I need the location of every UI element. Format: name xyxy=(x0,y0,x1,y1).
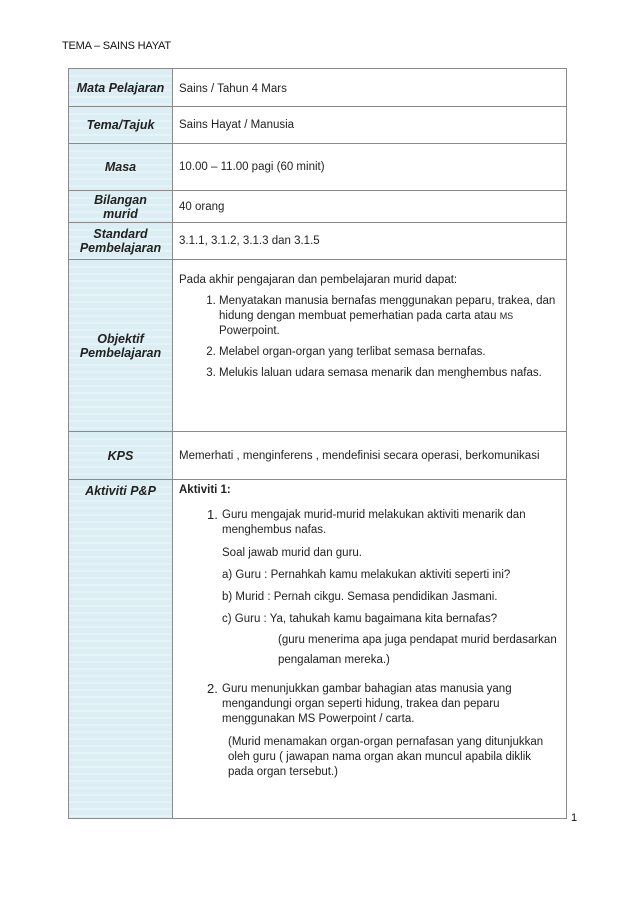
value-mata-pelajaran xyxy=(173,69,567,107)
label-bilangan xyxy=(69,191,173,223)
teacher-note-line: pengalaman mereka.) xyxy=(278,654,390,666)
label-standard xyxy=(69,223,173,260)
row-bilangan xyxy=(69,191,567,223)
step-number: 1. xyxy=(207,507,218,522)
qa-line-c: c) Guru : Ya, tahukah kamu bagaimana kita bernafas? xyxy=(222,613,498,625)
label-text: Mata Pelajaran xyxy=(76,80,165,95)
label-line: Standard xyxy=(93,227,148,241)
row-standard xyxy=(69,223,567,260)
objective-item xyxy=(219,366,560,381)
label-line: murid xyxy=(103,206,138,221)
label-tajuk xyxy=(69,107,173,144)
objective-item-text: Melabel organ-organ yang terlibat semasa bernafas. xyxy=(219,346,486,358)
step-number: 2. xyxy=(207,681,218,696)
label-kps xyxy=(69,432,173,480)
value-text: 10.00 – 11.00 pagi (60 minit) xyxy=(179,161,325,173)
step-text: Guru menunjukkan gambar bahagian atas manusia yang mengandungi organ seperti hidung, trakea dan peparu menggunakan MS Powerpoint / carta. xyxy=(222,683,512,725)
value-kps xyxy=(173,432,567,480)
activity-title: Aktiviti 1: xyxy=(179,484,231,496)
row-aktiviti xyxy=(69,480,567,819)
activity-step-1 xyxy=(179,508,560,538)
row-objektif xyxy=(69,260,567,432)
value-standard xyxy=(173,223,567,260)
label-line: Pembelajaran xyxy=(79,241,162,255)
row-mata-pelajaran xyxy=(69,69,567,107)
value-tajuk xyxy=(173,107,567,144)
value-text: 40 orang xyxy=(179,200,225,213)
label-masa xyxy=(69,144,173,191)
value-text: Sains Hayat / Manusia xyxy=(179,119,295,131)
label-aktiviti xyxy=(69,480,173,819)
value-bilangan xyxy=(173,191,567,223)
soal-jawab-text: Soal jawab murid dan guru. xyxy=(222,547,362,559)
qa-line-a: a) Guru : Pernahkah kamu melakukan aktiviti seperti ini? xyxy=(222,569,511,581)
row-kps xyxy=(69,432,567,480)
value-aktiviti xyxy=(173,480,567,819)
value-text: Memerhati , menginferens , mendefinisi secara operasi, berkomunikasi xyxy=(179,449,540,462)
label-line: Pembelajaran xyxy=(79,345,162,360)
row-masa xyxy=(69,144,567,191)
label-text: Aktiviti P&P xyxy=(85,484,156,498)
row-tajuk xyxy=(69,107,567,144)
label-text: KPS xyxy=(107,448,134,463)
value-objektif xyxy=(173,260,567,432)
student-note: (Murid menamakan organ-organ pernafasan yang ditunjukkan oleh guru ( jawapan nama organ akan muncul apabila diklik pada organ tersebut.) xyxy=(228,736,544,778)
objective-intro: Pada akhir pengajaran dan pembelajaran murid dapat: xyxy=(179,274,458,286)
label-text: Tema/Tajuk xyxy=(86,118,155,132)
activity-step-2 xyxy=(179,682,560,727)
page-number: 1 xyxy=(571,812,578,824)
value-text: 3.1.1, 3.1.2, 3.1.3 dan 3.1.5 xyxy=(179,235,320,247)
value-text: Sains / Tahun 4 Mars xyxy=(179,82,287,95)
label-objektif xyxy=(69,260,173,432)
label-line: Objektif xyxy=(97,331,144,346)
step-text: Guru mengajak murid-murid melakukan aktiviti menarik dan menghembus nafas. xyxy=(222,509,526,536)
lesson-plan-table xyxy=(68,68,567,819)
objective-item-text: Melukis laluan udara semasa menarik dan menghembus nafas. xyxy=(219,367,542,379)
teacher-note-line: (guru menerima apa juga pendapat murid berdasarkan xyxy=(278,634,557,646)
label-mata-pelajaran xyxy=(69,69,173,107)
document-header: TEMA – SAINS HAYAT xyxy=(62,40,171,52)
objective-list xyxy=(179,294,560,381)
objective-item-end: Powerpoint. xyxy=(219,325,280,337)
value-masa xyxy=(173,144,567,191)
objective-item xyxy=(219,294,560,339)
qa-line-b: b) Murid : Pernah cikgu. Semasa pendidikan Jasmani. xyxy=(222,591,498,603)
objective-item xyxy=(219,345,560,360)
label-text: Masa xyxy=(104,160,137,174)
objective-item-ms: MS xyxy=(499,311,514,321)
objective-item-text: Menyatakan manusia bernafas menggunakan peparu, trakea, dan hidung dengan membuat pemerhatian pada carta atau xyxy=(219,295,556,322)
label-line: Bilangan xyxy=(94,192,147,207)
